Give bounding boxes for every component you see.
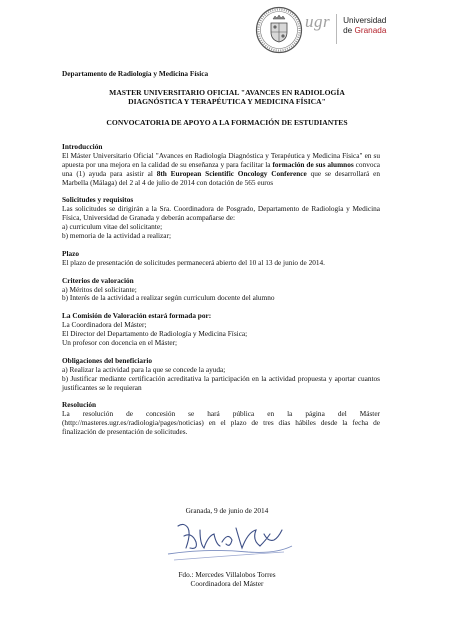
obligaciones-section xyxy=(62,357,380,393)
solicitudes-section xyxy=(62,196,380,240)
obligaciones-item-b: b) Justificar mediante certificación acreditativa la participación en la actividad propuesta y aportar cuantos justificantes se le requieran xyxy=(62,373,380,392)
convocatoria-heading: CONVOCATORIA DE APOYO A LA FORMACIÓN DE ESTUDIANTES xyxy=(106,118,348,127)
comision-section xyxy=(62,312,380,348)
solicitudes-item-a: a) curriculum vitae del solicitante; xyxy=(62,222,163,232)
obligaciones-heading: Obligaciones del beneficiario xyxy=(62,355,152,365)
place-date: Granada, 9 de junio de 2014 xyxy=(185,506,269,515)
university-name xyxy=(343,16,386,36)
handwritten-signature-icon xyxy=(160,516,300,566)
plazo-text: El plazo de presentación de solicitudes permanecerá abierto del 10 al 13 de junio de 2014. xyxy=(62,257,325,267)
university-name-line2: de Granada xyxy=(343,25,387,35)
criterios-item-b: b) Interés de la actividad a realizar según curriculum docente del alumno xyxy=(62,293,275,303)
criterios-section xyxy=(62,277,380,304)
criterios-item-a: a) Méritos del solicitante; xyxy=(62,284,137,294)
resolucion-heading: Resolución xyxy=(62,400,97,410)
intro-heading: Introducción xyxy=(62,142,103,151)
resolucion-text: La resolución de concesión se hará pública en la página del Máster (http://masteres.ugr.es/radiologia/pages/noticias) en el plazo de tres días hábiles desde la fecha de finalización de presentación de solicitudes. xyxy=(62,409,380,437)
signatory-name: Fdo.: Mercedes Villalobos Torres xyxy=(178,570,276,579)
plazo-heading: Plazo xyxy=(62,248,80,258)
signature-block xyxy=(62,570,392,589)
criterios-heading: Criterios de valoración xyxy=(62,275,134,285)
solicitudes-item-b: b) memoria de la actividad a realizar; xyxy=(62,231,171,241)
intro-section xyxy=(62,143,380,187)
comision-line3: Un profesor con docencia en el Máster; xyxy=(62,338,178,348)
plazo-section xyxy=(62,250,380,268)
comision-line2: El Director del Departamento de Radiología y Medicina Física; xyxy=(62,329,248,339)
ugr-wordmark: ugr xyxy=(305,12,331,31)
resolucion-section xyxy=(62,401,380,437)
solicitudes-text: Las solicitudes se dirigirán a la Sra. Coordinadora de Posgrado, Departamento de Radiología y Medicina Física, Universidad de Granada y deberán acompañarse de: xyxy=(62,204,380,223)
logo-divider xyxy=(336,14,337,44)
document-body xyxy=(62,143,380,446)
university-seal-icon xyxy=(255,6,303,54)
obligaciones-item-a: a) Realizar la actividad para la que se concede la ayuda; xyxy=(62,364,226,374)
comision-line1: La Coordinadora del Máster; xyxy=(62,320,147,330)
intro-text: El Máster Universitario Oficial "Avances en Radiología Diagnóstica y Terapéutica y Medicina Física" en su apuesta por una mejora en la calidad de su enseñanza y para facilitar la formación de sus alumnos convoca una (1) ayuda para asistir al 8th European Scientific Oncology Conference que se desarrollará en Marbella (Málaga) del 2 al 4 de julio de 2014 con dotación de 565 euros xyxy=(62,150,381,187)
master-title xyxy=(62,88,392,107)
university-name-line1: Universidad xyxy=(343,16,387,25)
master-title-line2: DIAGNÓSTICA Y TERAPÉUTICA Y MEDICINA FÍSICA" xyxy=(128,97,326,107)
comision-heading: La Comisión de Valoración estará formada por: xyxy=(62,311,212,321)
department-name: Departamento de Radiología y Medicina Física xyxy=(62,69,209,78)
signatory-role: Coordinadora del Máster xyxy=(190,579,264,589)
university-logo xyxy=(255,6,386,58)
solicitudes-heading: Solicitudes y requisitos xyxy=(62,195,134,205)
master-title-line1: MASTER UNIVERSITARIO OFICIAL "AVANCES EN RADIOLOGÍA xyxy=(109,88,345,97)
